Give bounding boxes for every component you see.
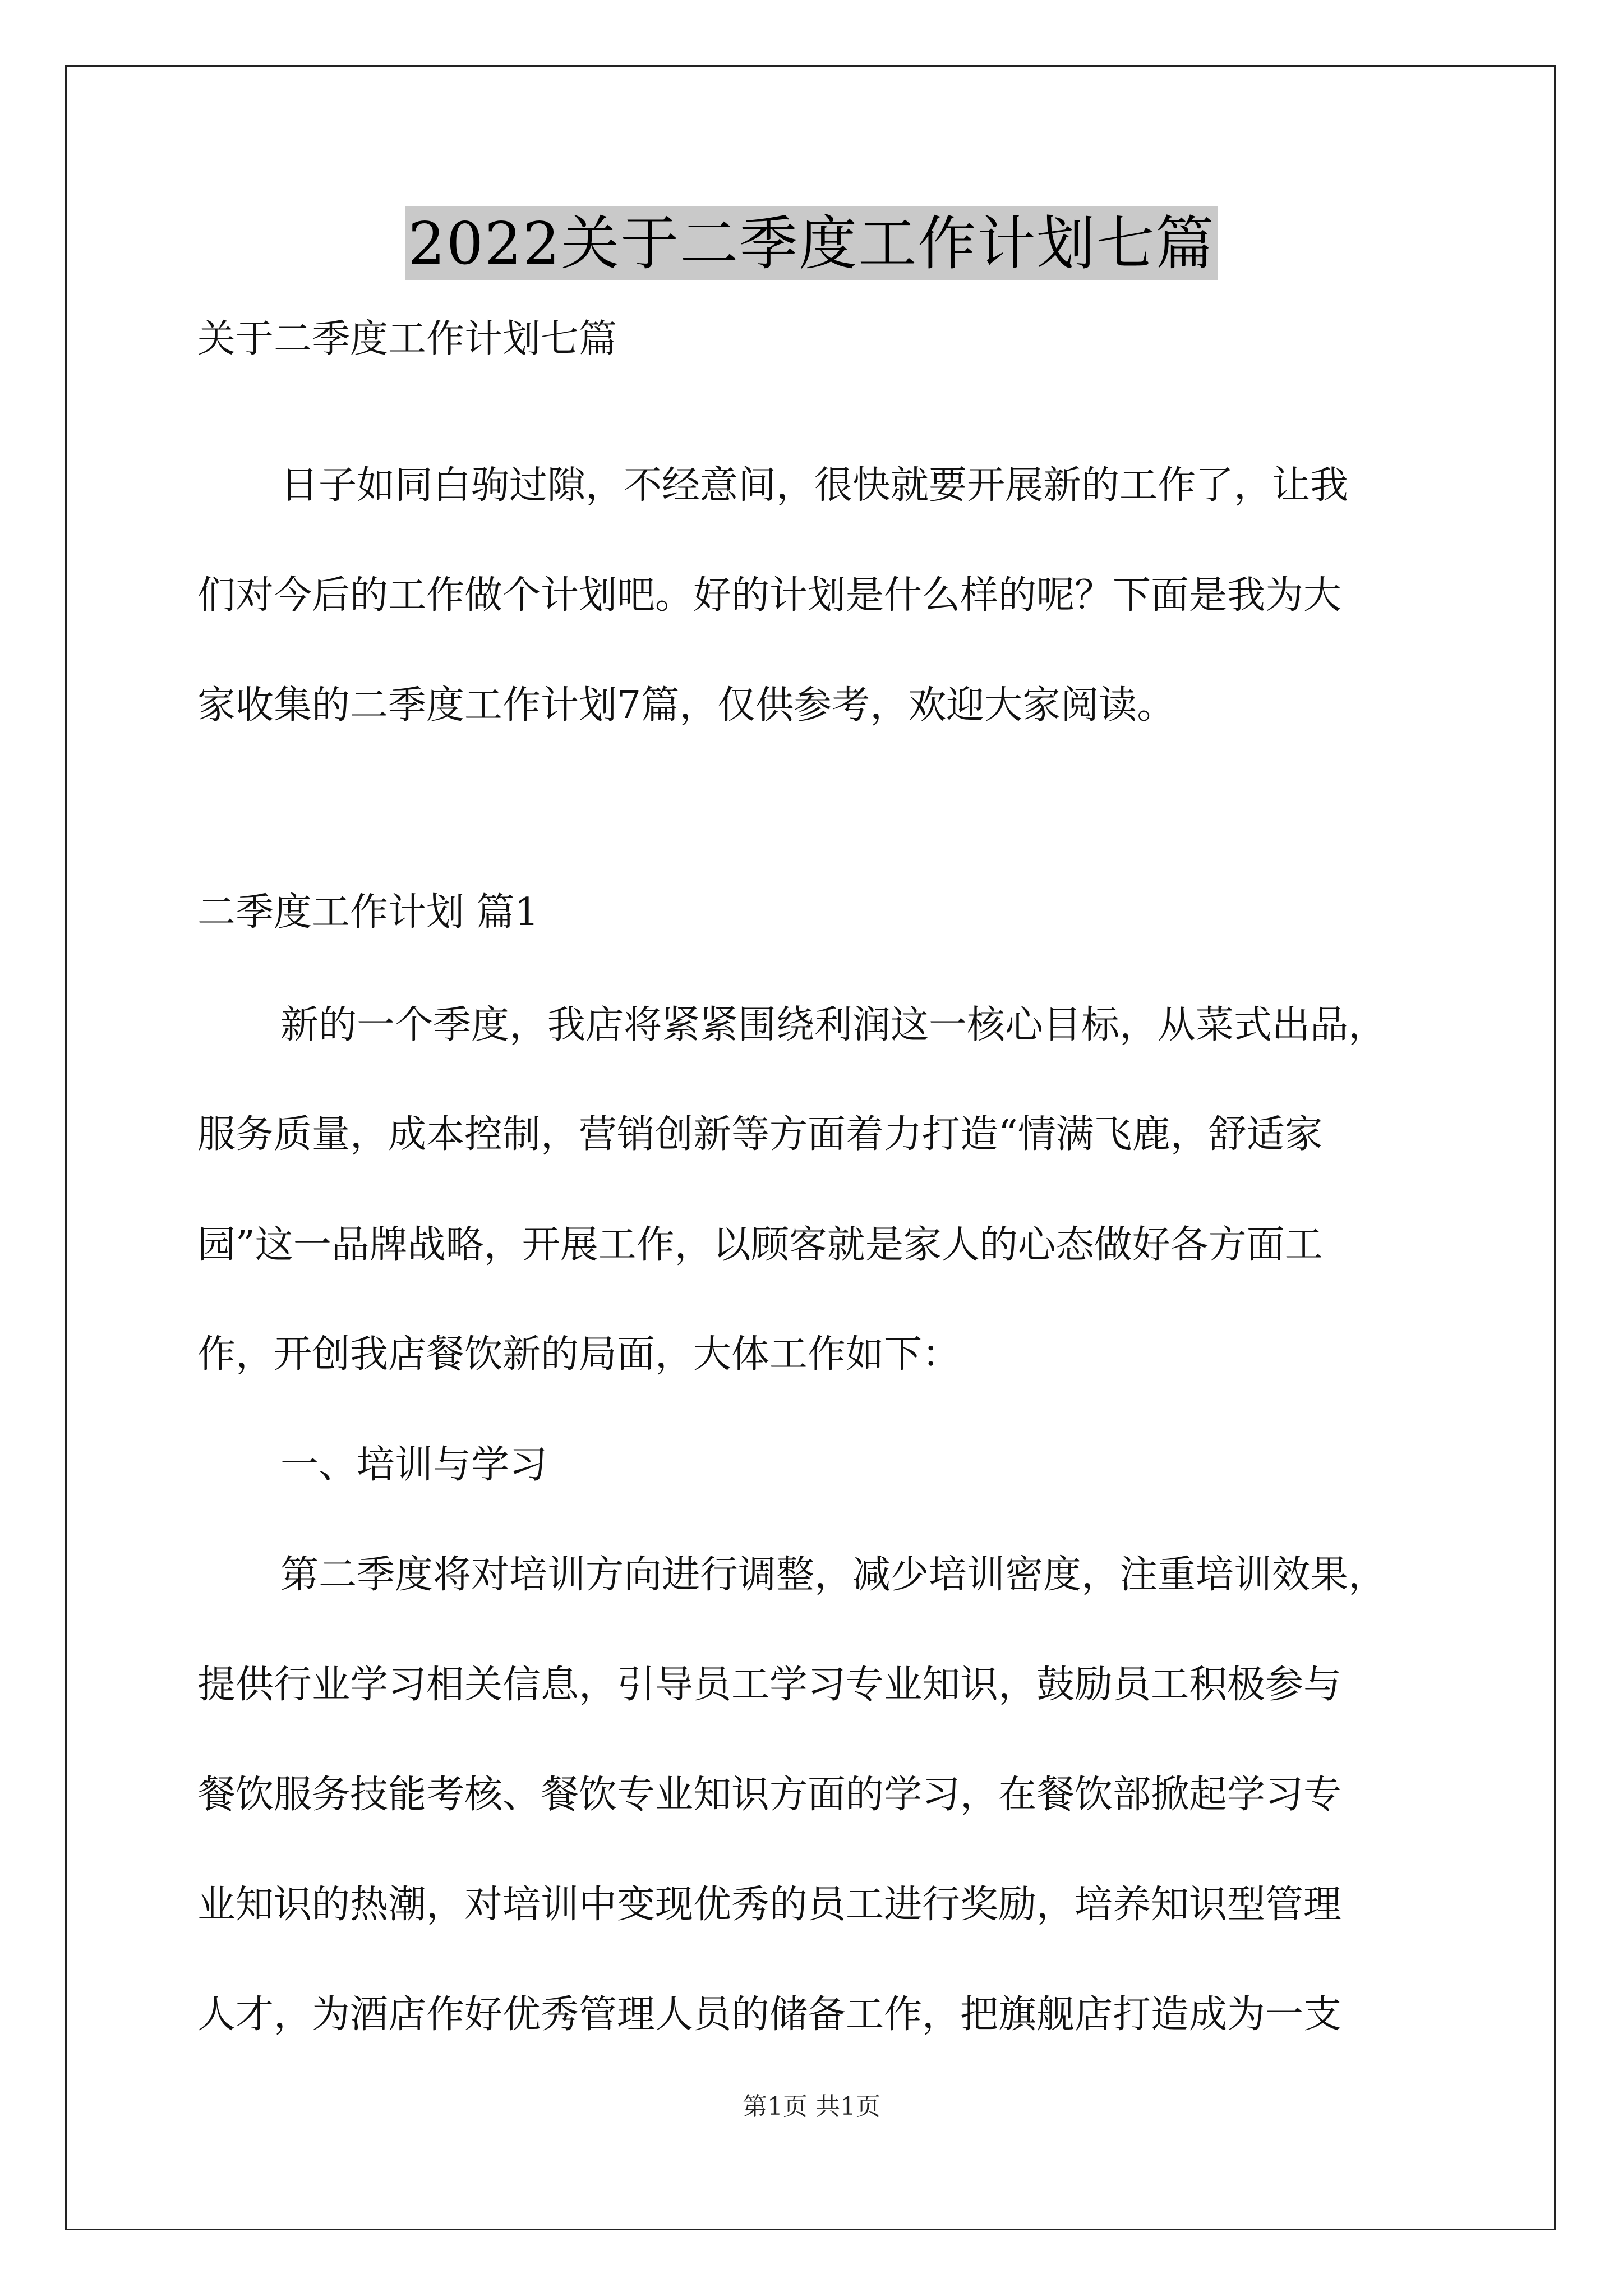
intro-line-2: 们对今后的工作做个计划吧。好的计划是什么样的呢？下面是我为大 <box>197 573 1342 618</box>
title-block <box>0 206 1623 280</box>
subtitle-line: 关于二季度工作计划七篇 <box>197 317 617 361</box>
section-heading: 二季度工作计划 篇1 <box>197 890 539 935</box>
intro-line-1: 日子如同白驹过隙，不经意间，很快就要开展新的工作了，让我 <box>280 463 1349 508</box>
paragraph-line-2: 服务质量，成本控制，营销创新等方面着力打造“情满飞鹿，舒适家 <box>197 1112 1323 1157</box>
intro-line-3: 家收集的二季度工作计划7篇，仅供参考，欢迎大家阅读。 <box>197 683 1175 728</box>
paragraph-line-5: 第二季度将对培训方向进行调整，减少培训密度，注重培训效果， <box>280 1553 1387 1597</box>
paragraph-line-1: 新的一个季度，我店将紧紧围绕利润这一核心目标，从菜式出品， <box>280 1003 1387 1047</box>
paragraph-line-3: 园”这一品牌战略，开展工作，以顾客就是家人的心态做好各方面工 <box>197 1223 1323 1267</box>
paragraph-line-6: 提供行业学习相关信息，引导员工学习专业知识，鼓励员工积极参与 <box>197 1663 1342 1707</box>
subsection-heading: 一、培训与学习 <box>280 1443 548 1487</box>
paragraph-line-9: 人才，为酒店作好优秀管理人员的储备工作，把旗舰店打造成为一支 <box>197 1993 1342 2037</box>
page-footer: 第1页 共1页 <box>743 2092 880 2121</box>
document-title: 2022关于二季度工作计划七篇 <box>405 206 1219 280</box>
paragraph-line-8: 业知识的热潮，对培训中变现优秀的员工进行奖励，培养知识型管理 <box>197 1883 1342 1927</box>
paragraph-line-7: 餐饮服务技能考核、餐饮专业知识方面的学习，在餐饮部掀起学习专 <box>197 1773 1342 1817</box>
paragraph-line-4: 作，开创我店餐饮新的局面，大体工作如下： <box>197 1332 961 1377</box>
